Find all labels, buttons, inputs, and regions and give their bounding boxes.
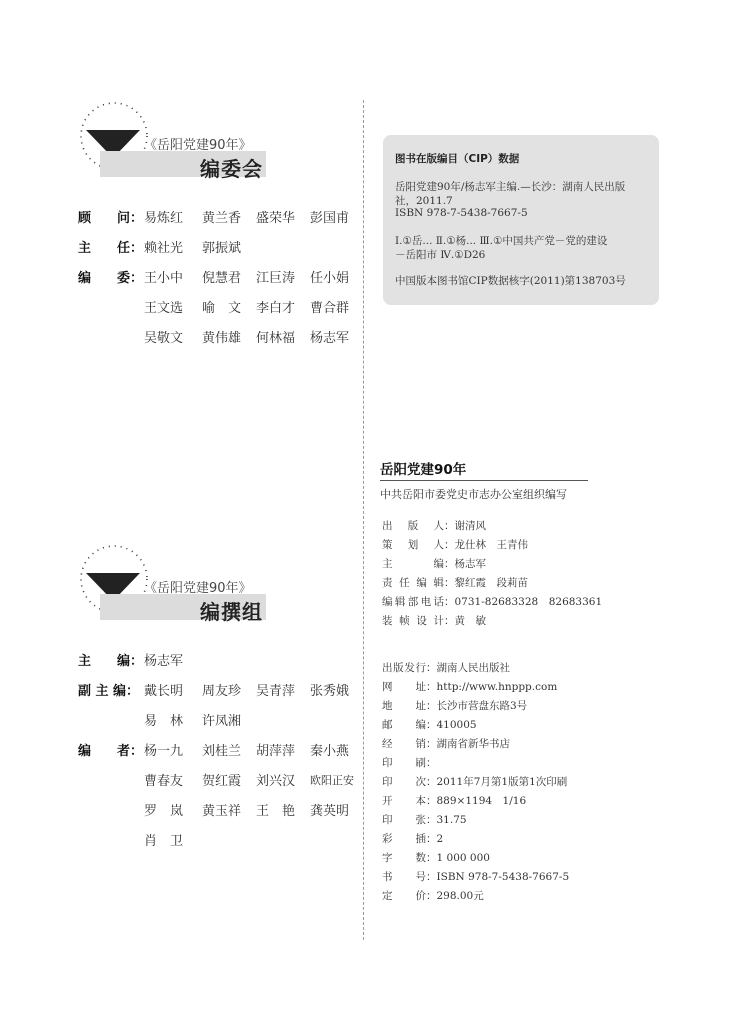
entry-label: 书号 bbox=[382, 871, 426, 883]
person-name: 黄伟雄 bbox=[202, 331, 242, 346]
entry-value: 31.75 bbox=[436, 814, 467, 826]
cip-line: 社，2011.7 bbox=[395, 195, 453, 207]
cip-line: ISBN 978-7-5438-7667-5 bbox=[395, 207, 528, 219]
person-name: 肖 卫 bbox=[144, 834, 184, 849]
entry-value: 湖南人民出版社 bbox=[436, 662, 510, 674]
person-name: 曹合群 bbox=[310, 301, 350, 316]
person-name: 江巨涛 bbox=[256, 271, 296, 286]
person-name: 易 林 bbox=[144, 714, 184, 729]
staff-row bbox=[78, 267, 368, 289]
entry-label: 印次 bbox=[382, 776, 426, 788]
editorial-heading: 编撰组 bbox=[200, 600, 263, 624]
person-name: 黄兰香 bbox=[202, 211, 242, 226]
colon: ： bbox=[444, 596, 455, 608]
colophon-entry bbox=[382, 613, 486, 628]
entry-value: 杨志军 bbox=[454, 558, 486, 570]
entry-label: 字数 bbox=[382, 852, 426, 864]
colophon-entry bbox=[382, 831, 443, 846]
entry-value: http://www.hnppp.com bbox=[436, 681, 558, 693]
person-name: 盛荣华 bbox=[256, 211, 296, 226]
entry-label: 彩插 bbox=[382, 833, 426, 845]
person-name: 吴青萍 bbox=[256, 684, 296, 699]
person-name: 任小娟 bbox=[310, 271, 350, 286]
cip-line: －岳阳市 Ⅳ.①D26 bbox=[395, 249, 486, 261]
entry-label: 邮编 bbox=[382, 719, 426, 731]
person-name: 喻 文 bbox=[202, 301, 242, 316]
colophon-entry bbox=[382, 774, 567, 789]
entry-value: 2 bbox=[436, 833, 444, 845]
colon: ： bbox=[426, 662, 437, 674]
person-name: 王文选 bbox=[144, 301, 184, 316]
person-name: 王小中 bbox=[144, 271, 184, 286]
book-title-label: 《岳阳党建90年》 bbox=[144, 581, 252, 596]
person-name: 欧阳正安 bbox=[310, 774, 354, 787]
colon: ： bbox=[426, 776, 437, 788]
colophon-entry bbox=[382, 679, 557, 694]
entry-value: ISBN 978-7-5438-7667-5 bbox=[436, 871, 570, 883]
entry-label: 出版人 bbox=[382, 520, 444, 532]
role-label: 顾 问： bbox=[78, 211, 144, 226]
person-name: 易炼红 bbox=[144, 211, 184, 226]
entry-value: 2011年7月第1版第1次印刷 bbox=[436, 776, 568, 788]
cip-line: 岳阳党建90年/杨志军主编.—长沙：湖南人民出版 bbox=[395, 181, 626, 193]
entry-label: 印张 bbox=[382, 814, 426, 826]
colophon-entry bbox=[382, 736, 510, 751]
entry-label: 出版发行 bbox=[382, 662, 426, 674]
person-name: 黄玉祥 bbox=[202, 804, 242, 819]
person-name: 秦小燕 bbox=[310, 744, 350, 759]
person-name: 贺红霞 bbox=[202, 774, 242, 789]
colon: ： bbox=[426, 700, 437, 712]
colophon-entry bbox=[382, 660, 510, 675]
role-label: 主 编： bbox=[78, 654, 144, 669]
colon: ： bbox=[426, 852, 437, 864]
staff-row bbox=[78, 680, 368, 702]
colon: ： bbox=[426, 757, 437, 769]
entry-value: 298.00元 bbox=[436, 890, 484, 902]
staff-row bbox=[78, 650, 368, 672]
staff-row bbox=[78, 327, 368, 349]
cip-heading: 图书在版编目（CIP）数据 bbox=[395, 153, 520, 165]
colon: ： bbox=[426, 719, 437, 731]
colophon-entry bbox=[382, 556, 486, 571]
person-name: 张秀娥 bbox=[310, 684, 350, 699]
colon: ： bbox=[444, 520, 455, 532]
entry-label: 定价 bbox=[382, 890, 426, 902]
entry-label: 装帧设计 bbox=[382, 615, 444, 627]
colophon-entry bbox=[382, 537, 528, 552]
colon: ： bbox=[426, 681, 437, 693]
book-title-label: 《岳阳党建90年》 bbox=[144, 138, 252, 153]
person-name: 彭国甫 bbox=[310, 211, 350, 226]
person-name: 杨一九 bbox=[144, 744, 184, 759]
person-name: 李白才 bbox=[256, 301, 296, 316]
entry-value: 谢清风 bbox=[454, 520, 486, 532]
colon: ： bbox=[426, 890, 437, 902]
compiler-line: 中共岳阳市委党史市志办公室组织编写 bbox=[380, 488, 567, 501]
colon: ： bbox=[426, 795, 437, 807]
entry-value: 龙仕林 王青伟 bbox=[454, 539, 528, 551]
colon: ： bbox=[444, 577, 455, 589]
person-name: 王 艳 bbox=[256, 804, 296, 819]
person-name: 赖社光 bbox=[144, 241, 184, 256]
entry-label: 印刷 bbox=[382, 757, 426, 769]
entry-label: 地址 bbox=[382, 700, 426, 712]
person-name: 杨志军 bbox=[144, 654, 184, 669]
entry-value: 湖南省新华书店 bbox=[436, 738, 510, 750]
colophon-entry bbox=[382, 850, 490, 865]
colon: ： bbox=[426, 833, 437, 845]
cip-line: Ⅰ.①岳... Ⅱ.①杨... Ⅲ.①中国共产党－党的建设 bbox=[395, 235, 608, 247]
staff-row bbox=[78, 830, 368, 852]
entry-value: 黄 敏 bbox=[454, 615, 486, 627]
person-name: 许凤湘 bbox=[202, 714, 242, 729]
person-name: 吴敬文 bbox=[144, 331, 184, 346]
person-name: 胡萍萍 bbox=[256, 744, 296, 759]
staff-row bbox=[78, 800, 368, 822]
staff-row bbox=[78, 237, 368, 259]
colophon-title: 岳阳党建90年 bbox=[380, 462, 467, 478]
entry-value: 889×1194 1/16 bbox=[436, 795, 527, 807]
colon: ： bbox=[444, 539, 455, 551]
colophon-entry bbox=[382, 698, 527, 713]
person-name: 罗 岚 bbox=[144, 804, 184, 819]
colophon-entry bbox=[382, 812, 467, 827]
person-name: 刘兴汉 bbox=[256, 774, 296, 789]
colophon-entry bbox=[382, 869, 569, 884]
entry-value: 0731-82683328 82683361 bbox=[454, 596, 603, 608]
entry-label: 编辑部电话 bbox=[382, 596, 444, 608]
staff-row bbox=[78, 710, 368, 732]
colon: ： bbox=[426, 814, 437, 826]
colon: ： bbox=[444, 615, 455, 627]
person-name: 倪慧君 bbox=[202, 271, 242, 286]
person-name: 刘桂兰 bbox=[202, 744, 242, 759]
role-label: 副 主 编： bbox=[78, 684, 140, 699]
colophon-entry bbox=[382, 518, 486, 533]
staff-row bbox=[78, 207, 368, 229]
entry-label: 开本 bbox=[382, 795, 426, 807]
committee-heading: 编委会 bbox=[200, 157, 263, 181]
colophon-entry bbox=[382, 717, 477, 732]
colophon-entry bbox=[382, 793, 526, 808]
entry-value: 1 000 000 bbox=[436, 852, 490, 864]
colophon-entry bbox=[382, 755, 437, 770]
colophon-entry bbox=[382, 888, 484, 903]
entry-label: 经销 bbox=[382, 738, 426, 750]
role-label: 主 任： bbox=[78, 241, 144, 256]
colon: ： bbox=[426, 871, 437, 883]
staff-row bbox=[78, 297, 368, 319]
person-name: 曹春友 bbox=[144, 774, 184, 789]
role-label: 编 者： bbox=[78, 744, 144, 759]
role-label: 编 委： bbox=[78, 271, 144, 286]
person-name: 杨志军 bbox=[310, 331, 350, 346]
cip-box bbox=[383, 135, 659, 305]
staff-row bbox=[78, 740, 368, 762]
staff-row bbox=[78, 770, 368, 792]
entry-label: 主编 bbox=[382, 558, 444, 570]
entry-label: 策划人 bbox=[382, 539, 444, 551]
entry-value: 410005 bbox=[436, 719, 477, 731]
colon: ： bbox=[444, 558, 455, 570]
person-name: 何林福 bbox=[256, 331, 296, 346]
person-name: 龚英明 bbox=[310, 804, 350, 819]
entry-label: 责任编辑 bbox=[382, 577, 444, 589]
title-rule bbox=[380, 480, 588, 481]
cip-line: 中国版本图书馆CIP数据核字(2011)第138703号 bbox=[395, 275, 626, 287]
entry-value: 长沙市营盘东路3号 bbox=[436, 700, 528, 712]
person-name: 郭振斌 bbox=[202, 241, 242, 256]
colophon-entry bbox=[382, 575, 528, 590]
colon: ： bbox=[426, 738, 437, 750]
colophon-entry bbox=[382, 594, 602, 609]
person-name: 戴长明 bbox=[144, 684, 184, 699]
entry-label: 网址 bbox=[382, 681, 426, 693]
person-name: 周友珍 bbox=[202, 684, 242, 699]
entry-value: 黎红霞 段莉苗 bbox=[454, 577, 528, 589]
